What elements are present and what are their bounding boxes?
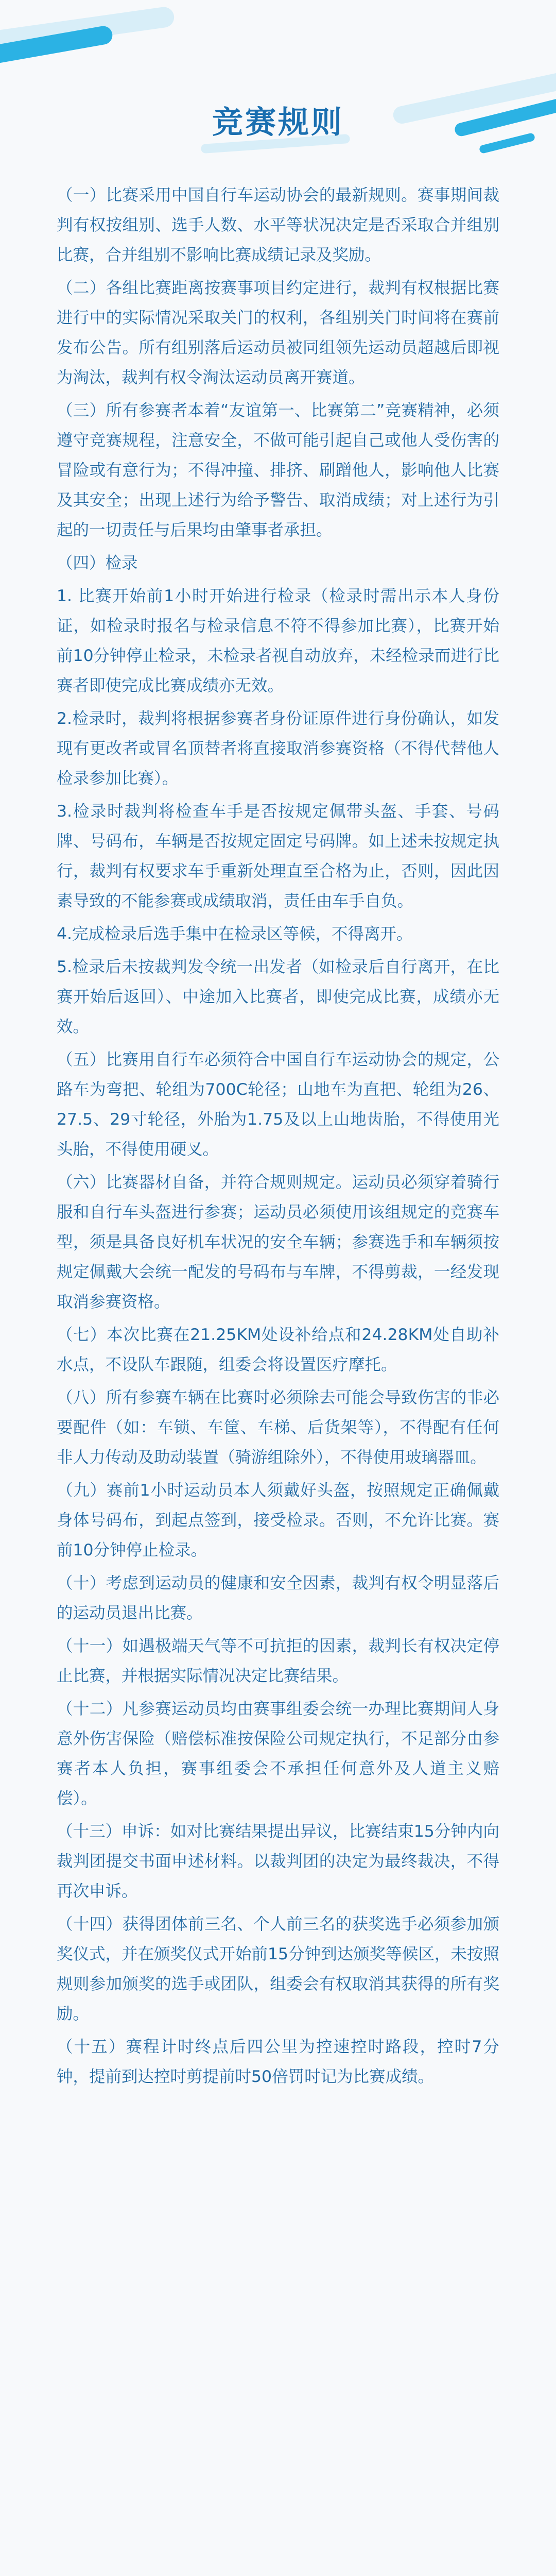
rule-1: （一）比赛采用中国自行车运动协会的最新规则。赛事期间裁判有权按组别、选手人数、水平等状况决定是否采取合并组别比赛，合并组别不影响比赛成绩记录及奖励。 — [57, 186, 499, 264]
page-title: 竞赛规则 — [212, 105, 344, 141]
rule-7: （七）本次比赛在21.25KM处设补给点和24.28KM处自助补水点，不设队车跟随，组委会将设置医疗摩托。 — [57, 1326, 499, 1374]
rule-6: （六）比赛器材自备，并符合规则规定。运动员必须穿着骑行服和自行车头盔进行参赛；运动员必须使用该组规定的竞赛车型，须是具备良好机车状况的安全车辆；参赛选手和车辆须按规定佩戴大会统一配发的号码布与车牌，不得剪裁，一经发现取消参赛资格。 — [57, 1173, 499, 1311]
rule-8: （八）所有参赛车辆在比赛时必须除去可能会导致伤害的非必要配件（如：车锁、车筐、车梯、后货架等），不得配有任何非人力传动及助动装置（骑游组除外），不得使用玻璃器皿。 — [57, 1388, 499, 1467]
rule-4-item-3: 3.检录时裁判将检查车手是否按规定佩带头盔、手套、号码牌、号码布，车辆是否按规定固定号码牌。如上述未按规定执行，裁判有权要求车手重新处理直至合格为止，否则，因此因素导致的不能参赛或成绩取消，责任由车手自负。 — [57, 802, 499, 910]
rule-4-item-4: 4.完成检录后选手集中在检录区等候，不得离开。 — [57, 925, 413, 943]
rule-4-item-5: 5.检录后未按裁判发令统一出发者（如检录后自行离开，在比赛开始后返回）、中途加入比赛者，即使完成比赛，成绩亦无效。 — [57, 958, 499, 1036]
rule-14: （十四）获得团体前三名、个人前三名的获奖选手必须参加颁奖仪式，并在颁奖仪式开始前15分钟到达颁奖等候区，未按照规则参加颁奖的选手或团队，组委会有权取消其获得的所有奖励。 — [57, 1915, 499, 2023]
rule-13: （十三）申诉：如对比赛结果提出异议，比赛结束15分钟内向裁判团提交书面申述材料。以裁判团的决定为最终裁决，不得再次申诉。 — [57, 1822, 499, 1901]
rule-9: （九）赛前1小时运动员本人须戴好头盔，按照规定正确佩戴身体号码布，到起点签到，接受检录。否则，不允许比赛。赛前10分钟停止检录。 — [57, 1481, 499, 1560]
title-wrap — [0, 98, 556, 142]
rule-4-item-2: 2.检录时，裁判将根据参赛者身份证原件进行身份确认，如发现有更改者或冒名顶替者将直接取消参赛资格（不得代替他人检录参加比赛）。 — [57, 709, 499, 788]
rule-12: （十二）凡参赛运动员均由赛事组委会统一办理比赛期间人身意外伤害保险（赔偿标准按保险公司规定执行，不足部分由参赛者本人负担，赛事组委会不承担任何意外及人道主义赔偿）。 — [57, 1700, 499, 1808]
rule-2: （二）各组比赛距离按赛事项目约定进行，裁判有权根据比赛进行中的实际情况采取关门的权利，各组别关门时间将在赛前发布公告。所有组别落后运动员被同组领先运动员超越后即视为淘汰，裁判有权令淘汰运动员离开赛道。 — [57, 279, 499, 387]
rule-5: （五）比赛用自行车必须符合中国自行车运动协会的规定，公路车为弯把、轮组为700C轮径；山地车为直把、轮组为26、27.5、29寸轮径，外胎为1.75及以上山地齿胎，不得使用光头胎，不得使用硬叉。 — [57, 1050, 499, 1159]
rule-10: （十）考虑到运动员的健康和安全因素，裁判有权令明显落后的运动员退出比赛。 — [57, 1574, 499, 1622]
rule-4-item-1: 1. 比赛开始前1小时开始进行检录（检录时需出示本人身份证，如检录时报名与检录信息不符不得参加比赛），比赛开始前10分钟停止检录，未检录者视自动放弃，未经检录而进行比赛者即使完成比赛成绩亦无效。 — [57, 587, 499, 695]
rule-11: （十一）如遇极端天气等不可抗拒的因素，裁判长有权决定停止比赛，并根据实际情况决定比赛结果。 — [57, 1637, 499, 1685]
rules-list — [57, 180, 499, 2095]
rule-15: （十五）赛程计时终点后四公里为控速控时路段，控时7分钟，提前到达控时剪提前时50倍罚时记为比赛成绩。 — [57, 2038, 499, 2086]
rule-4-heading: （四）检录 — [57, 554, 138, 572]
rule-3: （三）所有参赛者本着“友谊第一、比赛第二”竞赛精神，必须遵守竞赛规程，注意安全，不做可能引起自己或他人受伤害的冒险或有意行为；不得冲撞、排挤、刷蹭他人，影响他人比赛及其安全；出现上述行为给予警告、取消成绩；对上述行为引起的一切责任与后果均由肇事者承担。 — [57, 401, 499, 539]
